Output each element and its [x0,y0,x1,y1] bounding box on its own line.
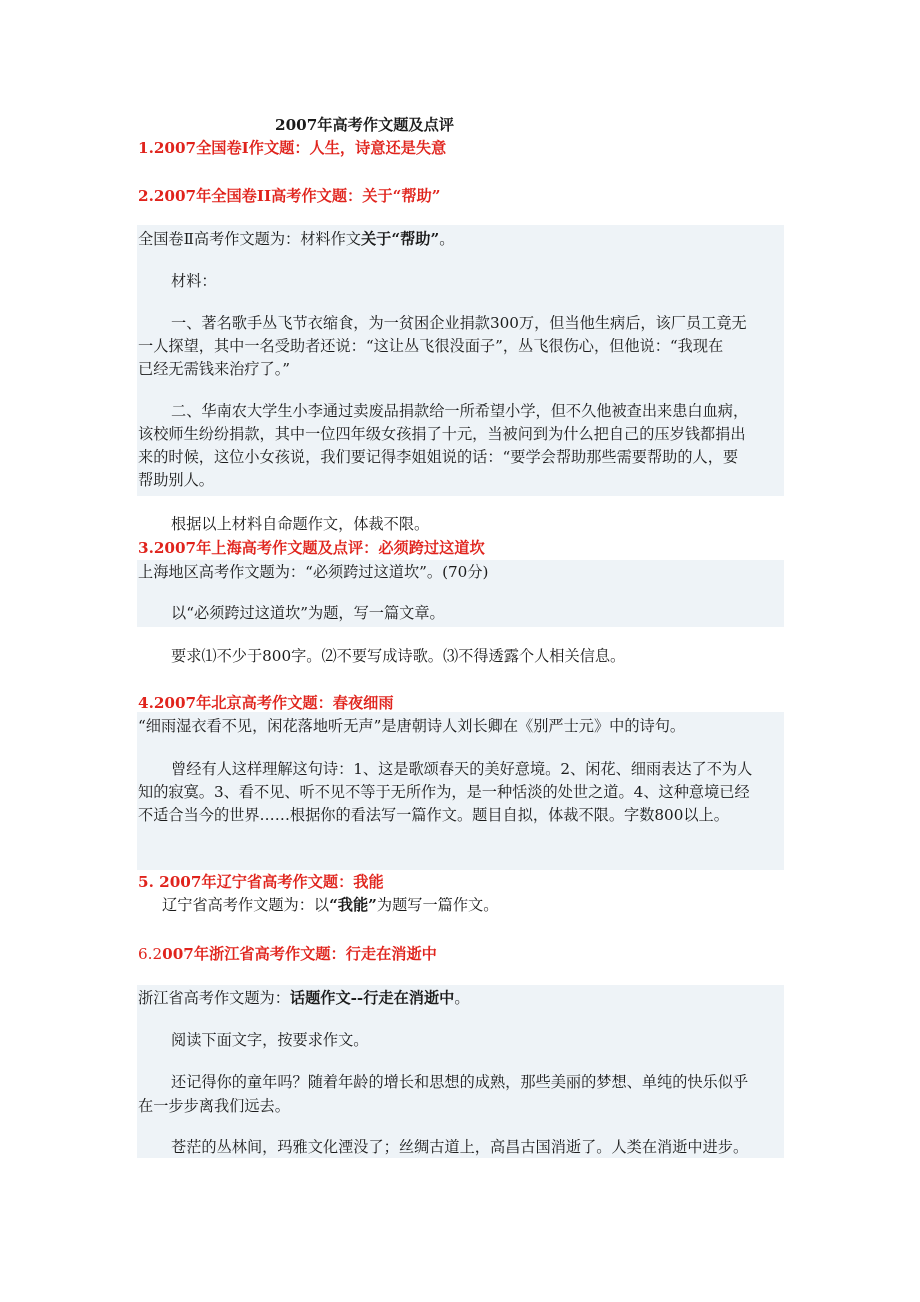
heading-q1: 1.2007全国卷Ⅰ作文题：人生，诗意还是失意 [138,139,447,157]
q5-intro-text: 辽宁省高考作文题为：以 [162,896,330,914]
q2-intro-end: 。 [439,230,455,248]
q2-material-2-line4: 帮助别人。 [138,471,214,489]
q3-task: 以“必须跨过这道坎”为题，写一篇文章。 [171,604,445,622]
q5-intro-end: 为题写一篇作文。 [376,896,499,914]
q2-material-2-line2: 该校师生纷纷捐款，其中一位四年级女孩捐了十元，当被问到为什么把自己的压岁钱都捐出 [138,425,746,443]
q2-material-1-line3: 已经无需钱来治疗了。” [138,360,291,378]
q6-intro [138,985,786,1011]
q2-intro-text: 全国卷Ⅱ高考作文题为：材料作文 [138,230,361,248]
q6-para2-line1: 还记得你的童年吗？随着年龄的增长和思想的成熟，那些美丽的梦想、单纯的快乐似乎 [171,1073,749,1091]
q2-closing: 根据以上材料自命题作文，体裁不限。 [171,515,430,533]
q6-intro-end: 。 [454,989,470,1007]
q4-para-line1: 曾经有人这样理解这句诗：1、这是歌颂春天的美好意境。2、闲花、细雨表达了不为人 [171,760,753,778]
q2-intro [138,226,786,252]
q6-para3: 苍茫的丛林间，玛雅文化湮没了；丝绸古道上，高昌古国消逝了。人类在消逝中进步。 [171,1138,749,1156]
q6-para2-line2: 在一步步离我们远去。 [138,1097,290,1115]
heading-q3: 3.2007年上海高考作文题及点评：必须跨过这道坎 [138,539,485,557]
heading-q2: 2.2007年全国卷II高考作文题：关于“帮助” [138,187,441,205]
heading-q6-number: 6.2 [138,945,163,963]
q3-intro: 上海地区高考作文题为：“必须跨过这道坎”。(70分) [138,563,489,581]
heading-q4: 4.2007年北京高考作文题：春夜细雨 [138,694,394,712]
q3-requirements: 要求⑴不少于800字。⑵不要写成诗歌。⑶不得透露个人相关信息。 [171,647,626,665]
q2-intro-topic: 关于“帮助” [360,230,440,248]
q4-intro: “细雨湿衣看不见，闲花落地听无声”是唐朝诗人刘长卿在《别严士元》中的诗句。 [138,717,686,735]
heading-q5: 5. 2007年辽宁省高考作文题：我能 [138,873,384,891]
q6-instruction: 阅读下面文字，按要求作文。 [171,1031,369,1049]
q4-para-line2: 知的寂寞。3、看不见、听不见不等于无所作为，是一种恬淡的处世之道。4、这种意境已经 [138,783,750,801]
q2-material-2-line1: 二、华南农大学生小李通过卖废品捐款给一所希望小学，但不久他被查出来患白血病， [171,402,749,420]
q6-intro-text: 浙江省高考作文题为： [138,989,290,1007]
q5-intro [162,892,762,918]
page-title: 2007年高考作文题及点评 [275,116,454,134]
heading-q6-title: 007年浙江省高考作文题：行走在消逝中 [162,945,437,963]
heading-q6 [138,941,786,967]
q5-intro-topic: “我能” [329,896,377,914]
q2-material-1-line1: 一、著名歌手丛飞节衣缩食，为一贫困企业捐款300万，但当他生病后，该厂员工竟无 [171,314,747,332]
q2-material-2-line3: 来的时候，这位小女孩说，我们要记得李姐姐说的话：“要学会帮助那些需要帮助的人，要 [138,448,739,466]
q4-para-line3: 不适合当今的世界……根据你的看法写一篇作文。题目自拟，体裁不限。字数800以上。 [138,806,729,824]
q2-material-1-line2: 一人探望，其中一名受助者还说：“这让丛飞很没面子”，丛飞很伤心，但他说：“我现在 [138,337,724,355]
q6-intro-topic: 话题作文--行走在消逝中 [289,989,455,1007]
q2-material-label: 材料： [171,272,217,290]
